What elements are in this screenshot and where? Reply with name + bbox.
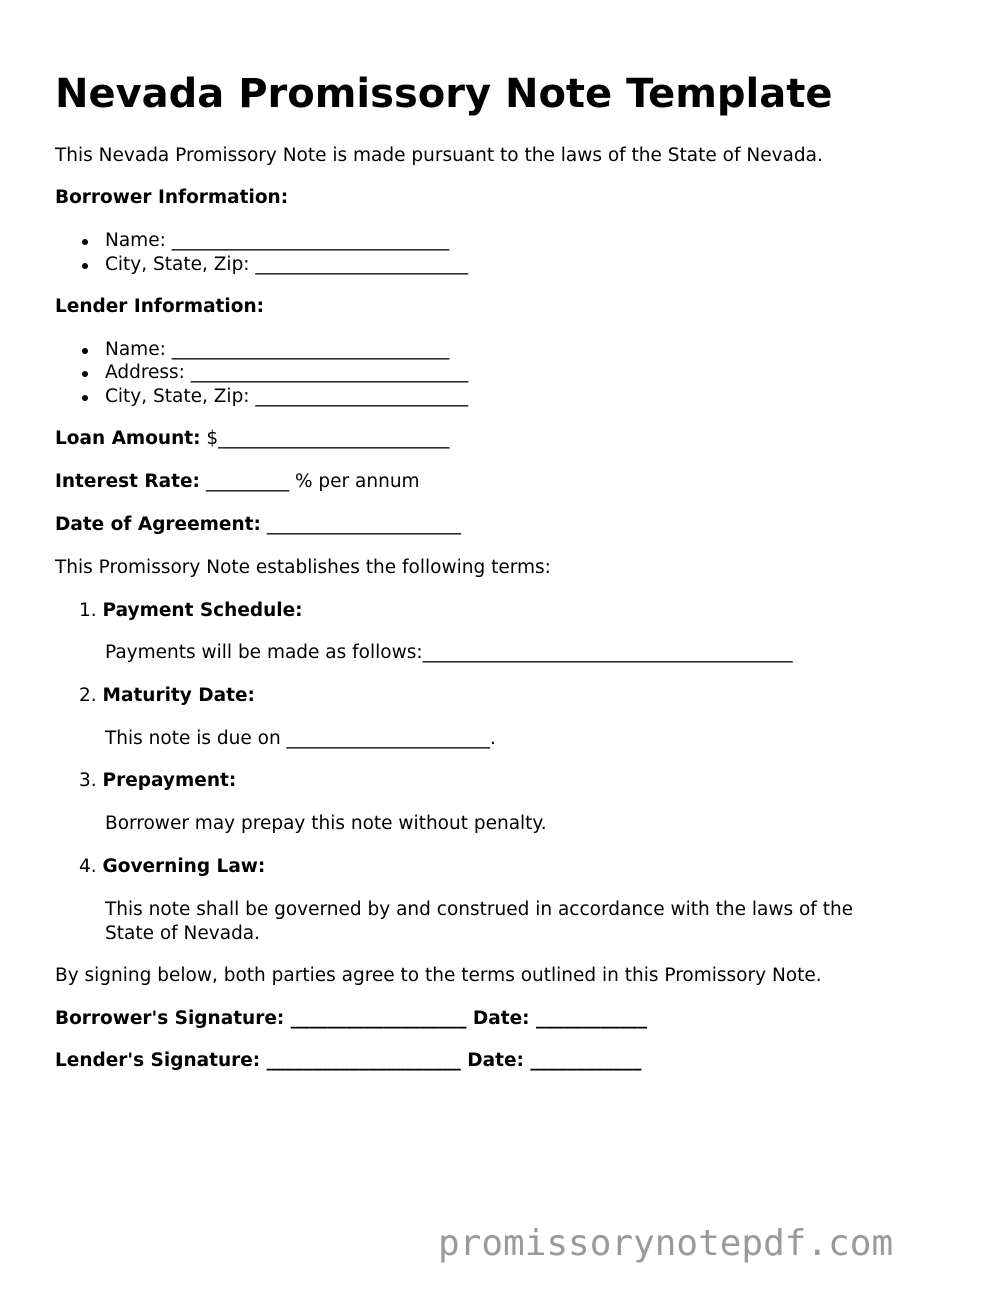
lender-city-field: City, State, Zip: _______________________ [105,386,469,407]
term-4-body: This note shall be governed by and construed in accordance with the laws of the [105,899,854,920]
term-4-number: 4. [79,856,97,877]
intro-text: This Nevada Promissory Note is made pursuant to the laws of the State of Nevada. [55,145,823,166]
date-of-agreement-label: Date of Agreement: [55,514,261,535]
term-1-number: 1. [79,600,97,621]
loan-amount-line [55,427,449,451]
interest-rate-label: Interest Rate: [55,471,200,492]
lender-address-field: Address: ______________________________ [105,362,469,383]
date-of-agreement-field: _____________________ [266,514,462,535]
term-4-heading [79,855,265,879]
term-1-body: Payments will be made as follows:________________________________________ [105,642,793,663]
term-1-title: Payment Schedule: [102,600,303,621]
term-3-heading [79,769,236,793]
interest-rate-field: _________ % per annum [205,471,420,492]
term-1-heading [79,599,303,623]
term-2-body: This note is due on ______________________. [105,728,496,749]
document-title: Nevada Promissory Note Template [55,71,833,117]
term-2-title: Maturity Date: [102,685,255,706]
term-3-title: Prepayment: [102,770,237,791]
loan-amount-field: $_________________________ [206,428,450,449]
closing-text: By signing below, both parties agree to the terms outlined in this Promissory Note. [55,965,822,986]
lender-name-field: Name: ______________________________ [105,339,450,360]
site-watermark: promissorynotepdf.com [438,1223,894,1264]
term-2-heading [79,684,255,708]
borrower-heading: Borrower Information: [55,187,289,208]
term-3-number: 3. [79,770,97,791]
term-3-body: Borrower may prepay this note without penalty. [105,813,547,834]
term-4-body-continued: State of Nevada. [105,923,261,944]
terms-intro: This Promissory Note establishes the following terms: [55,557,551,578]
borrower-city-field: City, State, Zip: _______________________ [105,254,469,275]
borrower-name-field: Name: ______________________________ [105,230,450,251]
lender-signature-line: Lender's Signature: _____________________ Date: ____________ [55,1050,642,1071]
term-2-number: 2. [79,685,97,706]
lender-heading: Lender Information: [55,296,265,317]
date-of-agreement-line [55,513,461,537]
term-4-title: Governing Law: [102,856,266,877]
loan-amount-label: Loan Amount: [55,428,201,449]
interest-rate-line [55,470,420,494]
borrower-signature-line: Borrower's Signature: ___________________ Date: ____________ [55,1008,647,1029]
